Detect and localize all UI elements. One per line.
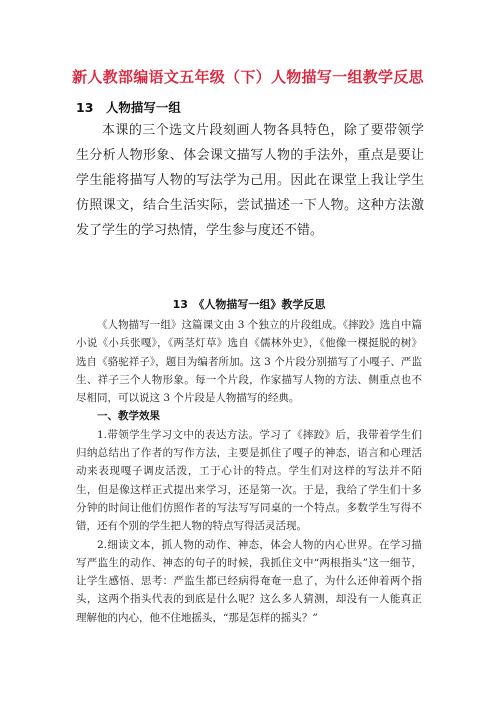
section-heading: 13 《人物描写一组》教学反思 — [172, 298, 326, 311]
intro-paragraph: 本课的三个选文片段刻画人物各具特色，除了要带领学生分析人物形象、体会课文描写人物的手法外，重点是要让学生能将描写人物的写法学为己用。因此在课堂上我让学生仿照课文，结合生活实际，尝试描述一下人物。这种方法激发了学生的学习热情，学生参与度还不错。 — [76, 123, 424, 238]
lesson-heading: 13 人物描写一组 — [76, 100, 181, 115]
point-1-paragraph: 1.带领学生学习文中的表达方法。学习了《摔跤》后，我带着学生们归纳总结出了作者的写作方法，主要是抓住了嘎子的神态，语言和心理活动来表现嘎子调皮活泼，工于心计的特点。学生们对这样的写法并不陌生，但是像这样正式提出来学习，还是第一次。于是，我给了学生们十多分钟的时间让他们仿照作者的写法写写同桌的一个特点。多数学生写得不错，还有个别的学生把人物的特点写得活灵活现。 — [76, 428, 422, 533]
effect-heading: 一、教学效果 — [97, 410, 160, 423]
point-2-paragraph: 2.细读文本，抓人物的动作、神态，体会人物的内心世界。在学习描写严监生的动作、神态的句子的时候，我抓住文中“两根指头”这一细节，让学生感悟、思考：严监生都已经病得奄奄一息了，为什么还伸着两个指头，这两个指头代表的到底是什么呢？这么多人猜测，却没有一人能真正理解他的内心，他不住地摇头，“那是怎样的摇头？” — [76, 538, 422, 624]
section-body — [76, 316, 422, 627]
section-intro-paragraph: 《人物描写一组》这篇课文由 3 个独立的片段组成。《摔跤》选自中篇小说《小兵张嘎》，《两茎灯草》选自《儒林外史》，《他像一棵挺脱的树》选自《骆驼祥子》，题目为编者所加。这 3 个片段分别描写了小嘎子、严监生、祥子三个人物形象。每一个片段，作家描写人物的方法、侧重点也不尽相同，可以说这 3 个片段是人物描写的经典。 — [76, 319, 422, 405]
document-title: 新人教部编语文五年级（下）人物描写一组教学反思 — [72, 68, 424, 86]
